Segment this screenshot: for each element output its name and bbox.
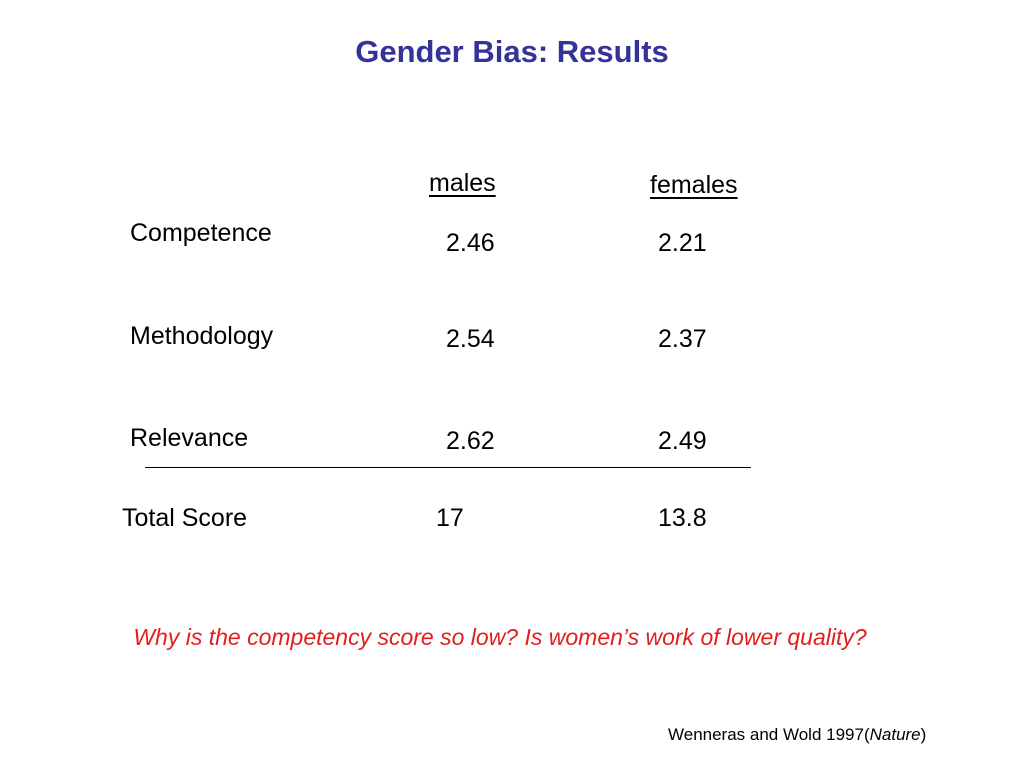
cell-relevance-males: 2.62 [446,427,495,455]
total-divider-line [145,467,751,468]
row-label-methodology: Methodology [130,322,274,350]
citation [668,726,926,743]
row-label-relevance: Relevance [130,424,249,452]
cell-total-females: 13.8 [658,504,707,532]
cell-methodology-females: 2.37 [658,325,707,353]
cell-competence-males: 2.46 [446,229,495,257]
row-label-competence: Competence [130,219,272,247]
cell-relevance-females: 2.49 [658,427,707,455]
citation-close: ) [920,725,927,744]
row-label-total-score: Total Score [122,504,248,532]
citation-authors: Wenneras and Wold 1997( [668,725,870,744]
column-header-males: males [429,169,496,197]
column-header-females: females [650,171,738,199]
discussion-question: Why is the competency score so low? Is women’s work of lower quality? [133,624,867,650]
cell-methodology-males: 2.54 [446,325,495,353]
cell-competence-females: 2.21 [658,229,707,257]
cell-total-males: 17 [436,504,464,532]
slide-title: Gender Bias: Results [355,34,669,69]
citation-journal: Nature [869,725,921,744]
